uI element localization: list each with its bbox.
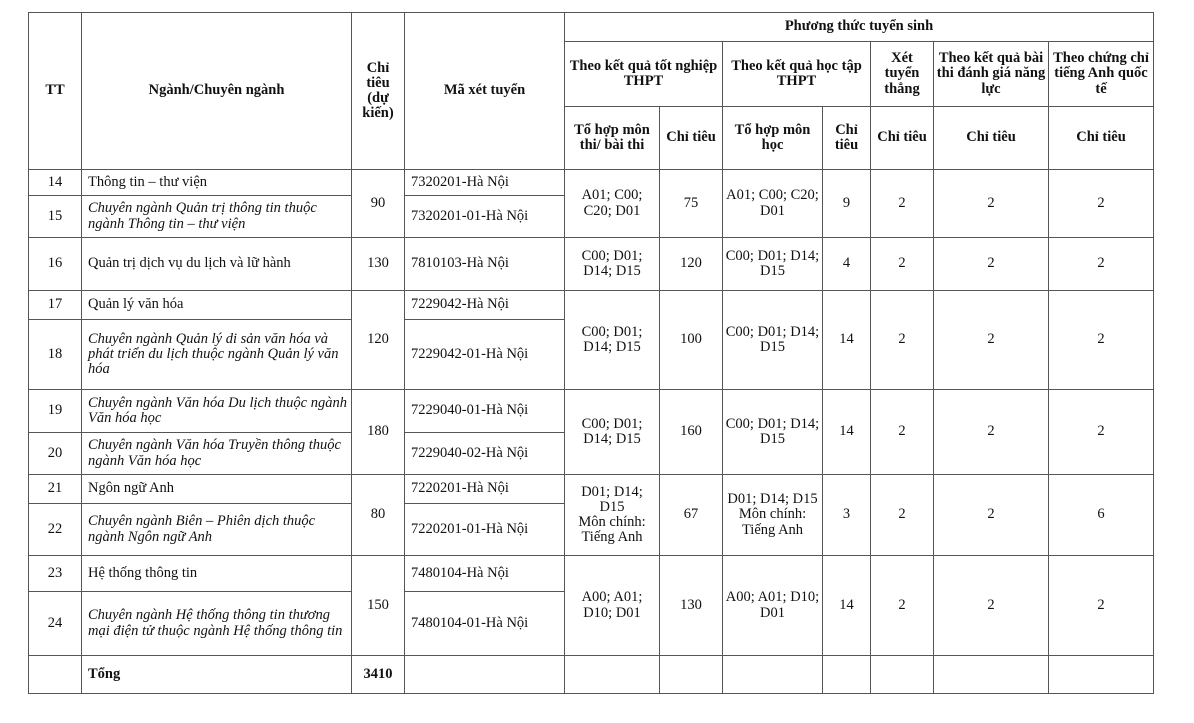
row-name: Chuyên ngành Quản lý di sản văn hóa và phát triển du lịch thuộc ngành Quản lý văn hóa: [82, 320, 352, 390]
row-ma: 7229040-01-Hà Nội: [405, 390, 565, 433]
group-xet-thang: 2: [871, 170, 934, 238]
header-hoc-tap: Theo kết quả học tập THPT: [723, 42, 871, 107]
group-xet-thang: 2: [871, 556, 934, 656]
row-name: Chuyên ngành Văn hóa Truyền thông thuộc ngành Văn hóa học: [82, 433, 352, 475]
row-ma: 7320201-01-Hà Nội: [405, 196, 565, 238]
group-thpt-chi-tieu: 100: [660, 291, 723, 390]
group-nang-luc: 2: [934, 238, 1049, 291]
group-thpt-to-hop: C00; D01; D14; D15: [565, 390, 660, 475]
header-phuong-thuc: Phương thức tuyển sinh: [565, 13, 1154, 42]
row-tt: 17: [29, 291, 82, 320]
header-ma-xet-tuyen: Mã xét tuyển: [405, 13, 565, 170]
row-name: Chuyên ngành Biên – Phiên dịch thuộc ngành Ngôn ngữ Anh: [82, 504, 352, 556]
group-chung-chi: 6: [1049, 475, 1154, 556]
empty-cell: [723, 656, 823, 694]
total-row: [29, 656, 1154, 694]
row-ma: 7480104-Hà Nội: [405, 556, 565, 592]
group-nang-luc: 2: [934, 475, 1049, 556]
group-chi-tieu: 80: [352, 475, 405, 556]
group-hb-to-hop: A01; C00; C20; D01: [723, 170, 823, 238]
group-xet-thang: 2: [871, 475, 934, 556]
group-xet-thang: 2: [871, 238, 934, 291]
empty-cell: [1049, 656, 1154, 694]
admission-table: [28, 12, 1154, 694]
table-row: [29, 238, 1154, 291]
row-ma: 7229042-Hà Nội: [405, 291, 565, 320]
row-name: Ngôn ngữ Anh: [82, 475, 352, 504]
group-thpt-chi-tieu: 130: [660, 556, 723, 656]
row-name: Chuyên ngành Hệ thống thông tin thương mại điện tử thuộc ngành Hệ thống thông tin: [82, 592, 352, 656]
group-hb-chi-tieu: 3: [823, 475, 871, 556]
group-thpt-chi-tieu: 67: [660, 475, 723, 556]
table-row: [29, 291, 1154, 320]
group-hb-to-hop: A00; A01; D10; D01: [723, 556, 823, 656]
group-thpt-mon-chinh: Môn chính: Tiếng Anh: [578, 514, 646, 546]
group-hb-to-hop: D01; D14; D15: [727, 491, 818, 508]
row-tt: 22: [29, 504, 82, 556]
empty-cell: [823, 656, 871, 694]
group-hb-to-hop: C00; D01; D14; D15: [723, 390, 823, 475]
group-thpt-to-hop: A00; A01; D10; D01: [565, 556, 660, 656]
group-thpt-chi-tieu: 160: [660, 390, 723, 475]
row-tt: 20: [29, 433, 82, 475]
group-hb-chi-tieu: 9: [823, 170, 871, 238]
empty-cell: [565, 656, 660, 694]
table-row: [29, 170, 1154, 196]
header-chi-tieu-xet-thang: Chỉ tiêu: [871, 107, 934, 170]
row-tt: 18: [29, 320, 82, 390]
row-name: Quản trị dịch vụ du lịch và lữ hành: [82, 238, 352, 291]
header-nganh: Ngành/Chuyên ngành: [82, 13, 352, 170]
empty-cell: [871, 656, 934, 694]
row-tt: 16: [29, 238, 82, 291]
group-thpt-to-hop: C00; D01; D14; D15: [565, 291, 660, 390]
header-to-hop-hoc: Tổ hợp môn học: [723, 107, 823, 170]
group-chi-tieu: 150: [352, 556, 405, 656]
header-chi-tieu-hoc-tap: Chỉ tiêu: [823, 107, 871, 170]
group-chi-tieu: 130: [352, 238, 405, 291]
group-thpt-chi-tieu: 75: [660, 170, 723, 238]
row-tt: 19: [29, 390, 82, 433]
group-hb-mon-chinh: Môn chính: Tiếng Anh: [738, 506, 807, 538]
table-row: [29, 556, 1154, 592]
total-value: 3410: [352, 656, 405, 694]
group-hb-to-hop: C00; D01; D14; D15: [723, 291, 823, 390]
group-nang-luc: 2: [934, 170, 1049, 238]
group-thpt-to-hop: D01; D14; D15: [581, 483, 643, 515]
row-ma: 7229042-01-Hà Nội: [405, 320, 565, 390]
total-label: Tổng: [82, 656, 352, 694]
table-row: [29, 390, 1154, 433]
group-hb-to-hop: C00; D01; D14; D15: [723, 238, 823, 291]
group-chung-chi: 2: [1049, 238, 1154, 291]
header-row-1: [29, 13, 1154, 42]
group-chung-chi: 2: [1049, 170, 1154, 238]
group-nang-luc: 2: [934, 291, 1049, 390]
empty-cell: [660, 656, 723, 694]
row-ma: 7810103-Hà Nội: [405, 238, 565, 291]
group-chung-chi: 2: [1049, 390, 1154, 475]
group-hb-to-hop-cell: [723, 475, 823, 556]
group-hb-chi-tieu: 14: [823, 390, 871, 475]
row-ma: 7229040-02-Hà Nội: [405, 433, 565, 475]
group-nang-luc: 2: [934, 390, 1049, 475]
empty-cell: [934, 656, 1049, 694]
row-ma: 7480104-01-Hà Nội: [405, 592, 565, 656]
group-hb-chi-tieu: 4: [823, 238, 871, 291]
row-ma: 7220201-01-Hà Nội: [405, 504, 565, 556]
header-chung-chi: Theo chứng chỉ tiếng Anh quốc tế: [1049, 42, 1154, 107]
group-chi-tieu: 120: [352, 291, 405, 390]
group-hb-chi-tieu: 14: [823, 291, 871, 390]
header-to-hop-thi: Tổ hợp môn thi/ bài thi: [565, 107, 660, 170]
row-name: Thông tin – thư viện: [82, 170, 352, 196]
group-chi-tieu: 90: [352, 170, 405, 238]
row-name: Chuyên ngành Quản trị thông tin thuộc ngành Thông tin – thư viện: [82, 196, 352, 238]
row-name: Chuyên ngành Văn hóa Du lịch thuộc ngành Văn hóa học: [82, 390, 352, 433]
total-tt-empty: [29, 656, 82, 694]
row-ma: 7220201-Hà Nội: [405, 475, 565, 504]
header-chi-tieu-thpt: Chỉ tiêu: [660, 107, 723, 170]
header-chi-tieu-nang-luc: Chỉ tiêu: [934, 107, 1049, 170]
group-thpt-chi-tieu: 120: [660, 238, 723, 291]
row-name: Hệ thống thông tin: [82, 556, 352, 592]
group-chung-chi: 2: [1049, 556, 1154, 656]
header-xet-thang: Xét tuyển thẳng: [871, 42, 934, 107]
header-thpt: Theo kết quả tốt nghiệp THPT: [565, 42, 723, 107]
header-chi-tieu-chung-chi: Chỉ tiêu: [1049, 107, 1154, 170]
row-tt: 21: [29, 475, 82, 504]
table-row: [29, 475, 1154, 504]
group-nang-luc: 2: [934, 556, 1049, 656]
row-tt: 14: [29, 170, 82, 196]
group-thpt-to-hop: A01; C00; C20; D01: [565, 170, 660, 238]
group-thpt-to-hop-cell: [565, 475, 660, 556]
header-chi-tieu-du-kien: Chỉ tiêu (dự kiến): [352, 13, 405, 170]
header-tt: TT: [29, 13, 82, 170]
admission-table-wrapper: [28, 12, 1154, 694]
header-nang-luc: Theo kết quả bài thi đánh giá năng lực: [934, 42, 1049, 107]
group-xet-thang: 2: [871, 291, 934, 390]
row-tt: 24: [29, 592, 82, 656]
empty-cell: [405, 656, 565, 694]
row-tt: 15: [29, 196, 82, 238]
row-name: Quản lý văn hóa: [82, 291, 352, 320]
group-thpt-to-hop: C00; D01; D14; D15: [565, 238, 660, 291]
group-xet-thang: 2: [871, 390, 934, 475]
group-chi-tieu: 180: [352, 390, 405, 475]
row-tt: 23: [29, 556, 82, 592]
group-hb-chi-tieu: 14: [823, 556, 871, 656]
row-ma: 7320201-Hà Nội: [405, 170, 565, 196]
group-chung-chi: 2: [1049, 291, 1154, 390]
